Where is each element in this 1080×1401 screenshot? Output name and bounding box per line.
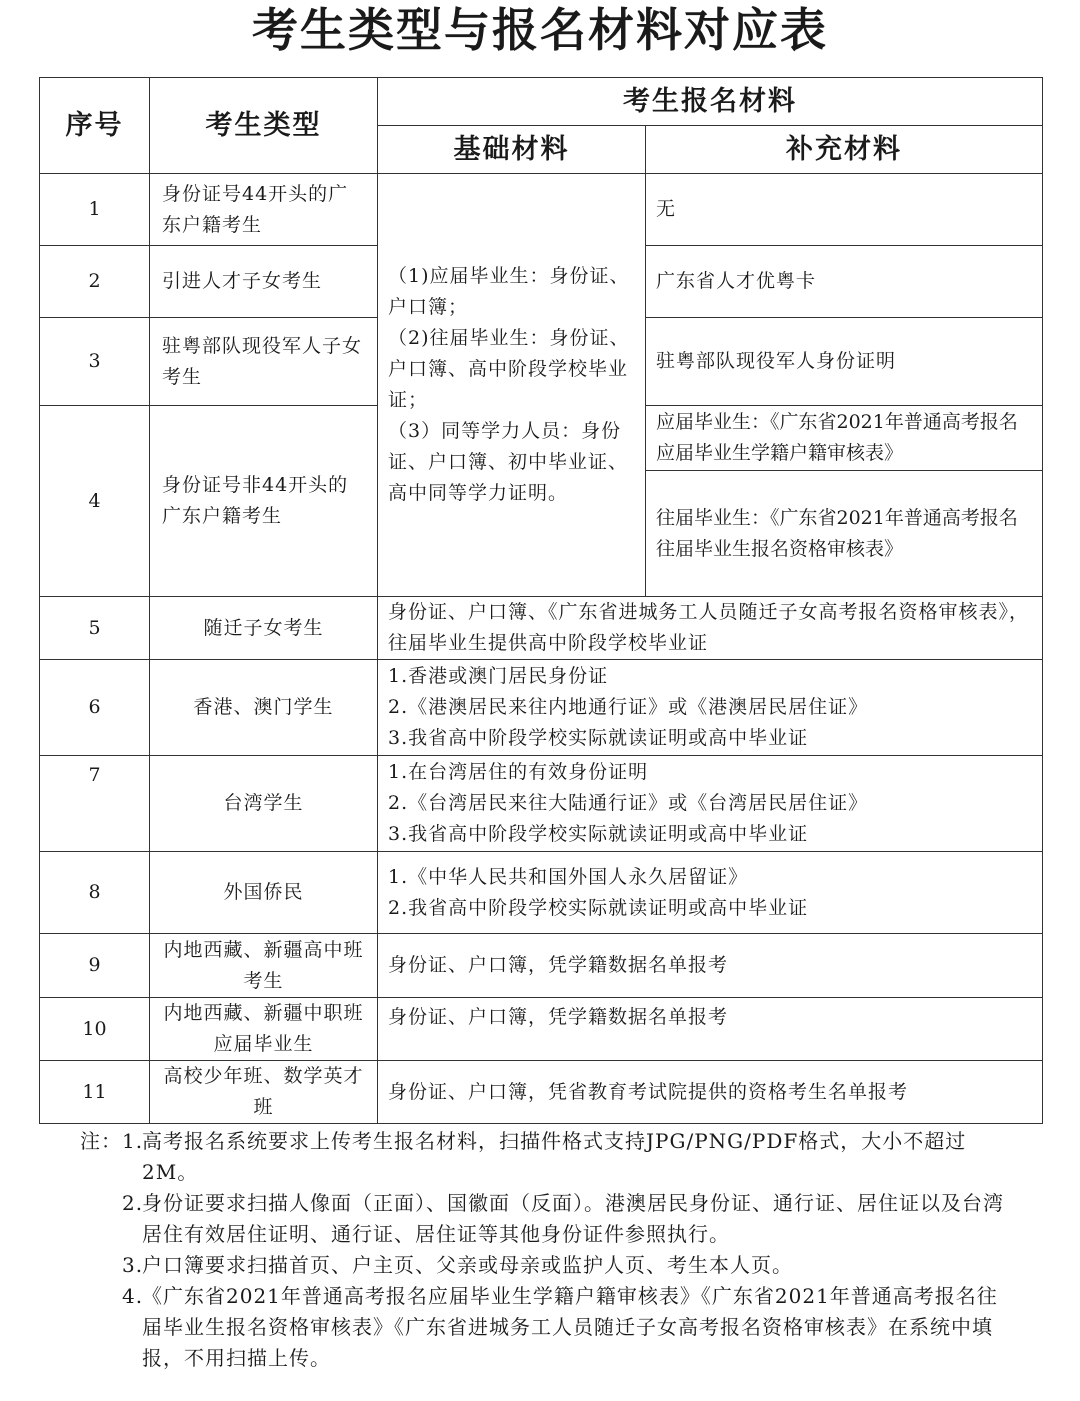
note-text: 高考报名系统要求上传考生报名材料，扫描件格式支持JPG/PNG/PDF格式，大小不超过2M。 [142, 1129, 967, 1184]
material-line: 1.《中华人民共和国外国人永久居留证》 [388, 865, 749, 888]
table-row [40, 998, 1043, 1061]
supplement-split-cell [646, 406, 1043, 597]
basic-material-line: （2)往届毕业生：身份证、户口簿、高中阶段学校毕业证； [388, 327, 630, 411]
row-number: 4 [40, 406, 150, 597]
note-item [80, 1281, 1010, 1374]
material-line: 3.我省高中阶段学校实际就读证明或高中毕业证 [388, 727, 809, 749]
header-basic: 基础材料 [378, 126, 646, 174]
material-line: 3.我省高中阶段学校实际就读证明或高中毕业证 [388, 823, 809, 845]
examinee-type: 内地西藏、新疆高中班考生 [150, 934, 378, 998]
supplement-material: 应届毕业生：《广东省2021年普通高考报名应届毕业生学籍户籍审核表》 [656, 411, 1018, 464]
combined-materials [378, 660, 1043, 756]
examinee-type: 高校少年班、数学英才班 [150, 1061, 378, 1124]
examinee-type: 外国侨民 [150, 852, 378, 934]
table-row [40, 660, 1043, 756]
note-key: 1. [122, 1129, 144, 1153]
material-line: 1.在台湾居住的有效身份证明 [388, 761, 649, 783]
examinee-type: 引进人才子女考生 [150, 246, 378, 318]
examinee-type: 随迁子女考生 [150, 597, 378, 660]
supplement-material: 往届毕业生：《广东省2021年普通高考报名往届毕业生报名资格审核表》 [656, 506, 1018, 560]
row-number: 5 [40, 597, 150, 660]
supplement-material: 无 [646, 174, 1043, 246]
page-title: 考生类型与报名材料对应表 [252, 3, 828, 57]
note-item [80, 1250, 1010, 1281]
examinee-type: 身份证号44开头的广东户籍考生 [150, 174, 378, 246]
combined-materials: 身份证、户口簿，凭省教育考试院提供的资格考生名单报考 [378, 1061, 1043, 1124]
note-key: 2. [122, 1191, 144, 1215]
material-line: 2.我省高中阶段学校实际就读证明或高中毕业证 [388, 896, 809, 919]
row-number: 8 [40, 852, 150, 934]
combined-materials: 身份证、户口簿、《广东省进城务工人员随迁子女高考报名资格审核表》，往届毕业生提供高中阶段学校毕业证 [378, 597, 1043, 660]
examinee-type: 香港、澳门学生 [150, 660, 378, 756]
header-index: 序号 [40, 78, 150, 174]
supplement-material: 驻粤部队现役军人身份证明 [646, 318, 1043, 406]
note-prefix: 注： [80, 1129, 122, 1153]
material-line: 2.《港澳居民来往内地通行证》或《港澳居民居住证》 [388, 696, 869, 718]
combined-materials: 身份证、户口簿，凭学籍数据名单报考 [378, 998, 1043, 1061]
material-line: 1.香港或澳门居民身份证 [388, 665, 609, 687]
row-number: 10 [40, 998, 150, 1061]
table-row [40, 174, 1043, 246]
combined-materials: 身份证、户口簿，凭学籍数据名单报考 [378, 934, 1043, 998]
table-row [40, 597, 1043, 660]
header-type: 考生类型 [150, 78, 378, 174]
materials-table [39, 77, 1043, 1124]
examinee-type: 驻粤部队现役军人子女考生 [150, 318, 378, 406]
row-number: 3 [40, 318, 150, 406]
note-item [80, 1126, 1010, 1188]
row-number: 7 [40, 756, 150, 852]
note-text: 户口簿要求扫描首页、户主页、父亲或母亲或监护人页、考生本人页。 [142, 1253, 793, 1277]
supplement-material: 广东省人才优粤卡 [646, 246, 1043, 318]
examinee-type: 台湾学生 [150, 756, 378, 852]
note-key: 4. [122, 1284, 144, 1308]
basic-materials-shared [378, 174, 646, 597]
header-materials: 考生报名材料 [378, 78, 1043, 126]
combined-materials [378, 852, 1043, 934]
row-number: 1 [40, 174, 150, 246]
examinee-type: 身份证号非44开头的广东户籍考生 [150, 406, 378, 597]
basic-material-line: （1)应届毕业生：身份证、户口簿； [388, 265, 630, 318]
basic-material-line: （3）同等学力人员：身份证、户口簿、初中毕业证、高中同等学力证明。 [388, 420, 629, 504]
table-row [40, 756, 1043, 852]
table-row [40, 934, 1043, 998]
note-text: 身份证要求扫描人像面（正面）、国徽面（反面）。港澳居民身份证、通行证、居住证以及台湾居住有效居住证明、通行证、居住证等其他身份证件参照执行。 [142, 1191, 1004, 1246]
combined-materials [378, 756, 1043, 852]
header-row [40, 78, 1043, 126]
notes-section [80, 1126, 1010, 1374]
row-number: 9 [40, 934, 150, 998]
note-key: 3. [122, 1253, 144, 1277]
supplement-fresh-graduate [646, 406, 1042, 471]
table-row [40, 852, 1043, 934]
header-supplement: 补充材料 [646, 126, 1043, 174]
examinee-type: 内地西藏、新疆中职班应届毕业生 [150, 998, 378, 1061]
note-item [80, 1188, 1010, 1250]
table-row [40, 1061, 1043, 1124]
note-label [80, 1126, 143, 1157]
material-line: 2.《台湾居民来往大陆通行证》或《台湾居民居住证》 [388, 792, 869, 814]
note-text: 《广东省2021年普通高考报名应届毕业生学籍户籍审核表》《广东省2021年普通高考报名往届毕业生报名资格审核表》《广东省进城务工人员随迁子女高考报名资格审核表》在系统中填报，不用扫描上传。 [142, 1284, 998, 1370]
supplement-past-graduate [646, 471, 1042, 596]
row-number: 6 [40, 660, 150, 756]
row-number: 11 [40, 1061, 150, 1124]
row-number: 2 [40, 246, 150, 318]
